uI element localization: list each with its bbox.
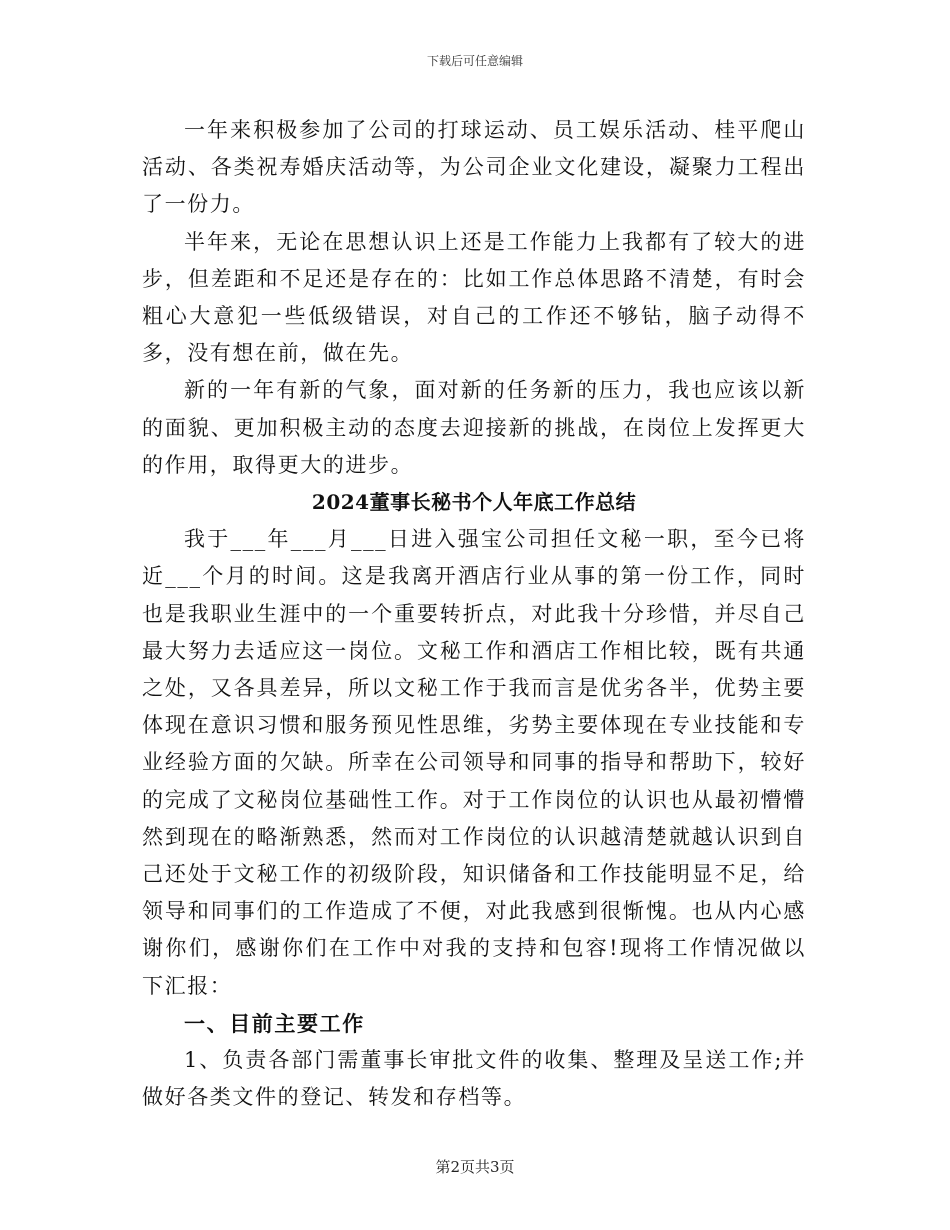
paragraph-activities: 一年来积极参加了公司的打球运动、员工娱乐活动、桂平爬山活动、各类祝寿婚庆活动等，为公司企业文化建设，凝聚力工程出了一份力。 [142,118,806,217]
paragraph-item-1: 1、负责各部门需董事长审批文件的收集、整理及呈送工作;并做好各类文件的登记、转发和存档等。 [142,1048,806,1110]
page-number: 第2页共3页 [435,1158,515,1176]
paragraph-progress: 半年来，无论在思想认识上还是工作能力上我都有了较大的进步，但差距和不足还是存在的：比如工作总体思路不清楚，有时会粗心大意犯一些低级错误，对自己的工作还不够钻，脑子动得不多，没有想在前，做在先。 [142,229,806,366]
paragraph-new-year: 新的一年有新的气象，面对新的任务新的压力，我也应该以新的面貌、更加积极主动的态度去迎接新的挑战，在岗位上发挥更大的作用，取得更大的进步。 [142,378,806,477]
paragraph-intro: 我于___年___月___日进入强宝公司担任文秘一职，至今已将近___个月的时间。这是我离开酒店行业从事的第一份工作，同时也是我职业生涯中的一个重要转折点，对此我十分珍惜，并尽自己最大努力去适应这一岗位。文秘工作和酒店工作相比较，既有共通之处，又各具差异，所以文秘工作于我而言是优劣各半，优势主要体现在意识习惯和服务预见性思维，劣势主要体现在专业技能和专业经验方面的欠缺。所幸在公司领导和同事的指导和帮助下，较好的完成了文秘岗位基础性工作。对于工作岗位的认识也从最初懵懵然到现在的略渐熟悉，然而对工作岗位的认识越清楚就越认识到自己还处于文秘工作的初级阶段，知识储备和工作技能明显不足，给领导和同事们的工作造成了不便，对此我感到很惭愧。也从内心感谢你们，感谢你们在工作中对我的支持和包容!现将工作情况做以下汇报： [142,527,806,998]
section-title: 2024董事长秘书个人年底工作总结 [311,490,637,515]
page-header-note: 下载后可任意编辑 [426,54,523,68]
section-heading: 一、目前主要工作 [184,1010,365,1036]
document-body [142,112,806,1116]
